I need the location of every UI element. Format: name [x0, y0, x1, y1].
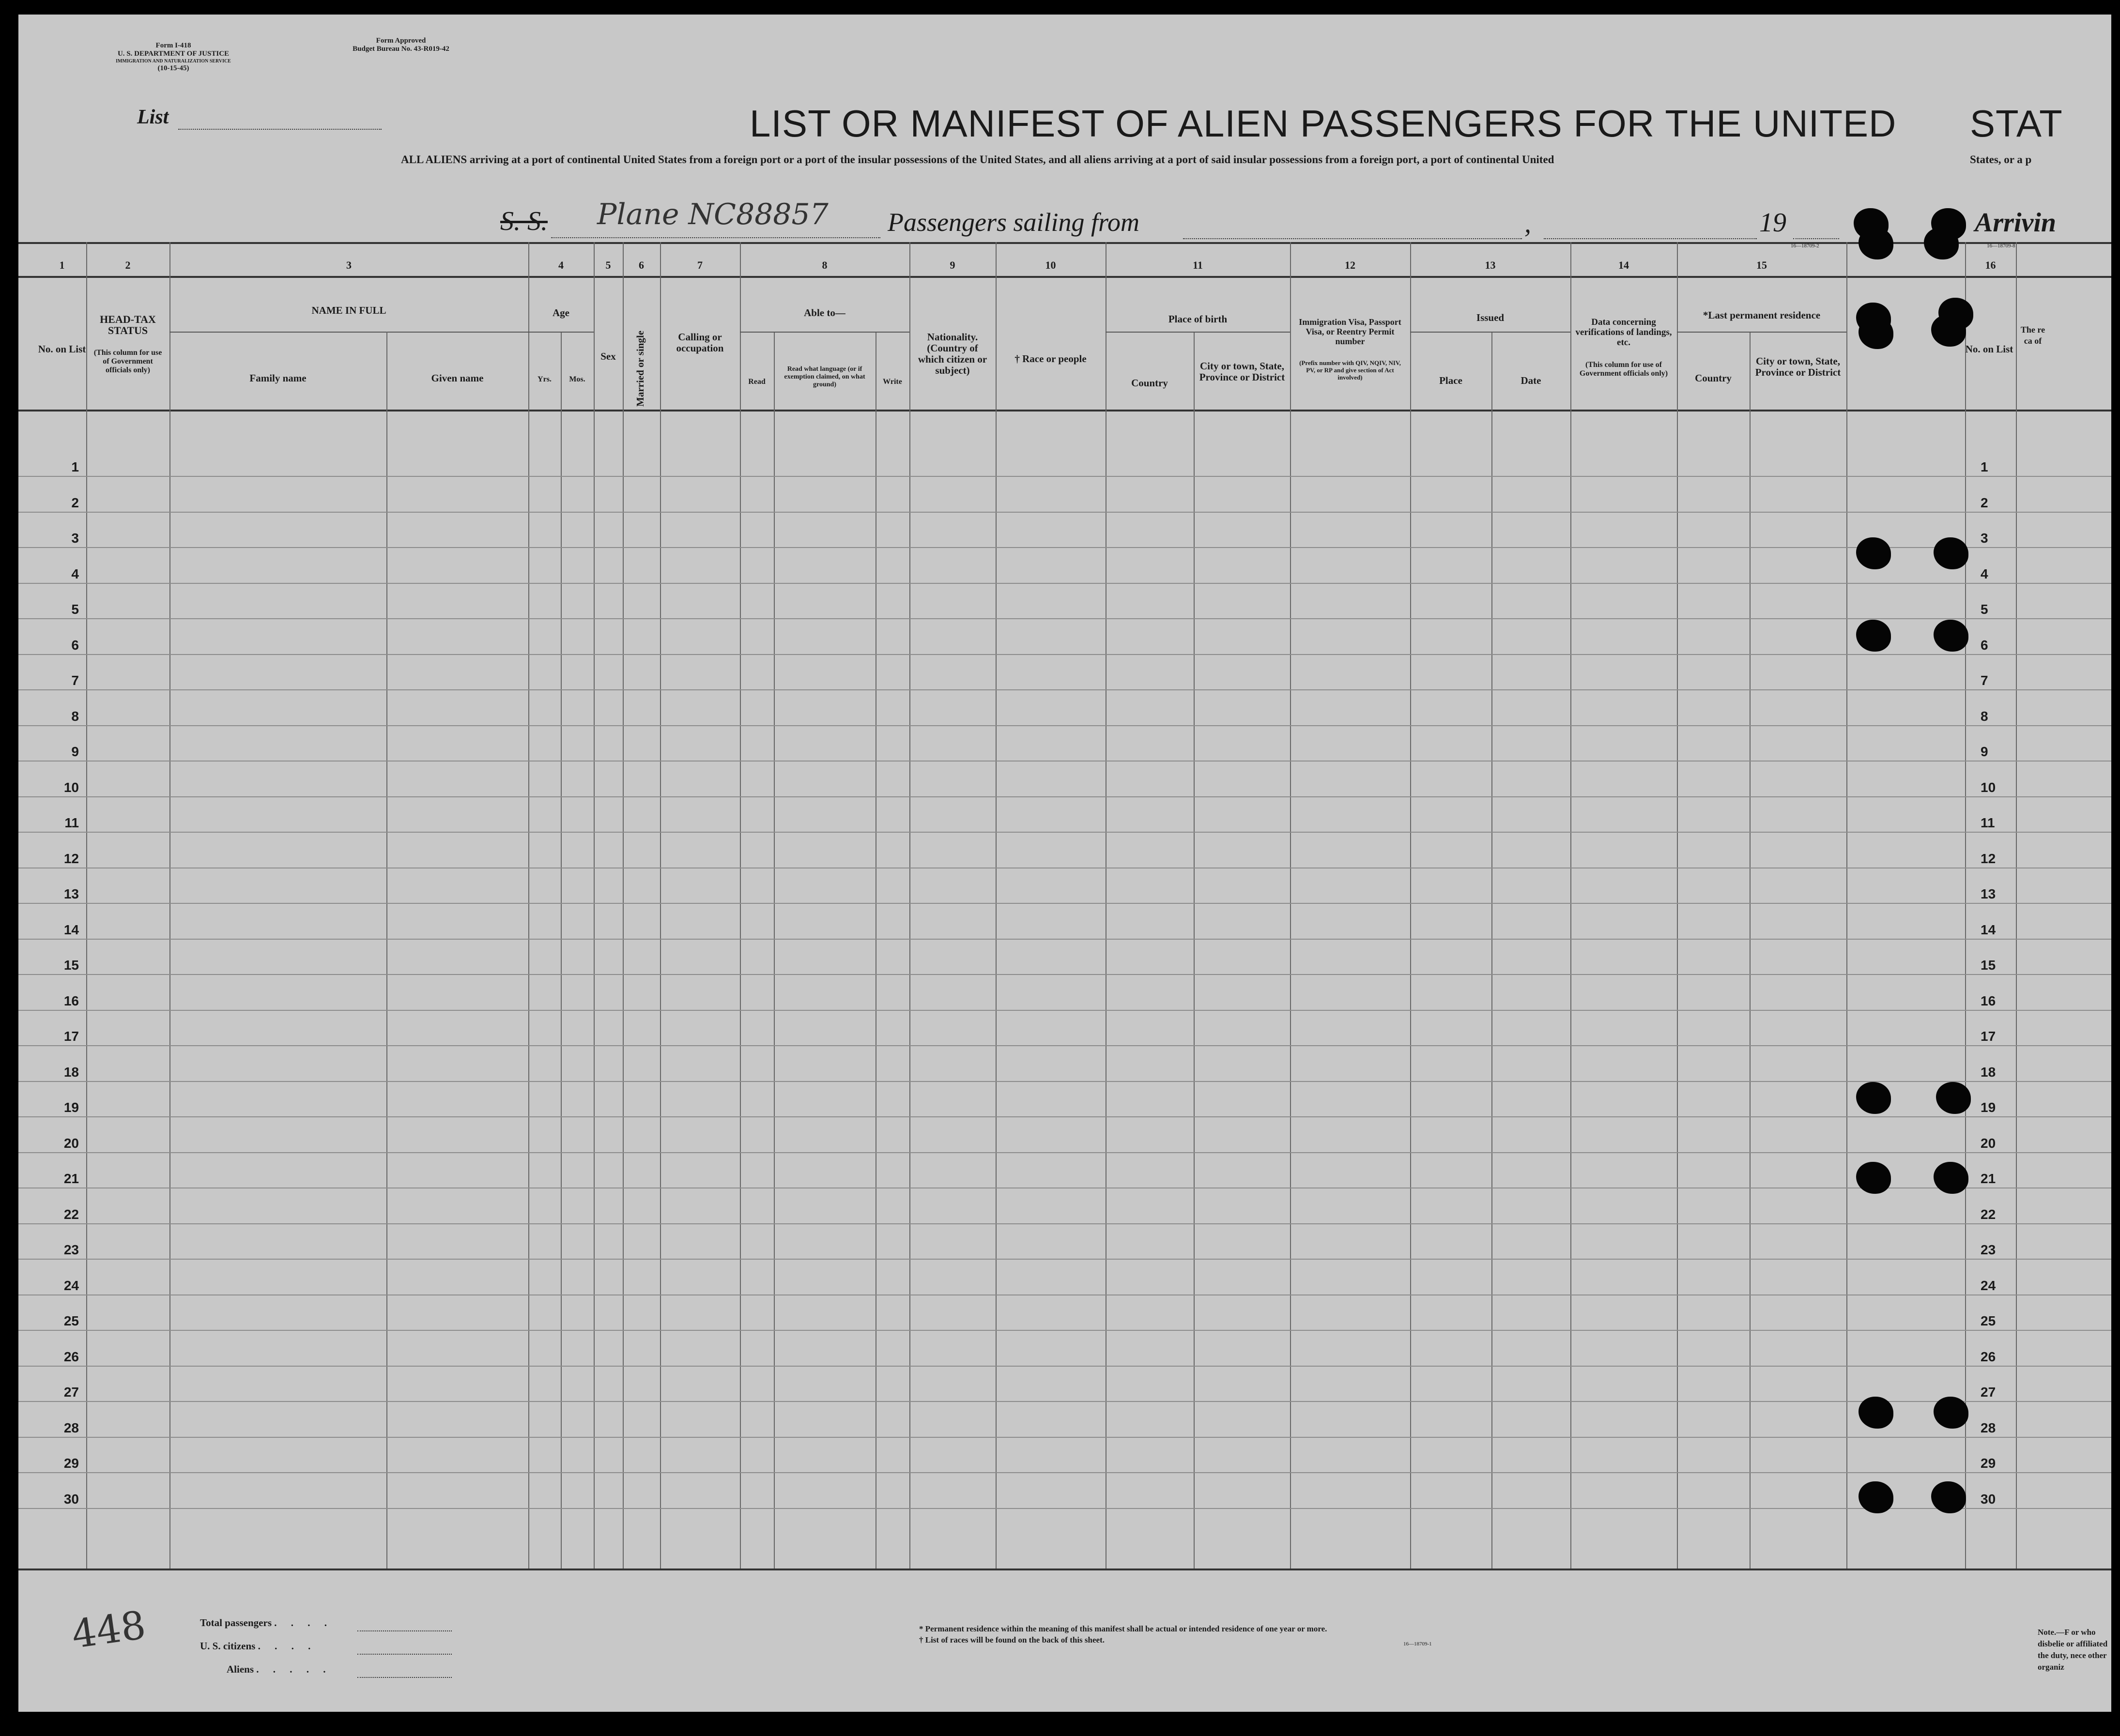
table-row[interactable]	[18, 1116, 2111, 1117]
punch-hole	[1936, 1082, 1971, 1114]
punch-hole	[1931, 1481, 1966, 1513]
table-row[interactable]	[18, 1045, 2111, 1046]
row-number: 2	[71, 495, 79, 510]
table-row[interactable]	[18, 1010, 2111, 1011]
table-row[interactable]	[18, 583, 2111, 584]
table-row[interactable]	[18, 903, 2111, 904]
table-row[interactable]	[18, 1081, 2111, 1082]
col-line	[1410, 242, 1411, 1568]
footnote-races: † List of races will be found on the back of this sheet.	[919, 1635, 1105, 1645]
budget-number: Budget Bureau No. 43-R019-42	[353, 45, 449, 53]
residence-subrule	[1677, 332, 1846, 333]
aliens-blank[interactable]	[357, 1677, 452, 1678]
header-write: Write	[883, 378, 902, 386]
row-number-right: 3	[1981, 531, 1988, 546]
col-line	[996, 242, 997, 1568]
date-blank[interactable]	[1544, 238, 1757, 239]
row-number: 20	[63, 1135, 79, 1151]
row-number: 29	[63, 1456, 79, 1471]
punch-hole	[1934, 537, 1968, 569]
row-number-right: 6	[1981, 637, 1988, 653]
row-number-right: 25	[1981, 1313, 1996, 1328]
row-number-right: 15	[1981, 958, 1996, 973]
header-read: Read	[748, 378, 766, 386]
table-row[interactable]	[18, 1472, 2111, 1473]
age-subrule	[528, 332, 594, 333]
header-calling: Calling or occupation	[676, 331, 724, 354]
form-id-block	[96, 42, 251, 73]
table-row[interactable]	[18, 796, 2111, 797]
row-number-right: 27	[1981, 1385, 1996, 1400]
footer-form-code: 16—18709-1	[1403, 1641, 1432, 1647]
colnum-10: 10	[1045, 259, 1056, 271]
header-age: Age	[553, 307, 569, 319]
header-issued: Issued	[1476, 312, 1505, 323]
colnum-12: 12	[1345, 259, 1355, 271]
able-subrule	[740, 332, 909, 333]
table-row[interactable]	[18, 1330, 2111, 1331]
colnum-1: 1	[59, 259, 65, 271]
col-line	[86, 242, 87, 1568]
punch-hole	[1934, 1162, 1968, 1194]
grid-bottom-rule	[18, 1568, 2111, 1570]
table-row[interactable]	[18, 512, 2111, 513]
punch-hole	[1934, 1397, 1968, 1429]
row-number-right: 9	[1981, 744, 1988, 759]
row-number: 6	[71, 637, 79, 653]
header-race: † Race or people	[1014, 353, 1087, 365]
row-number: 16	[63, 993, 79, 1008]
row-number: 12	[63, 851, 79, 866]
header-issued-place: Place	[1439, 375, 1462, 386]
punch-hole	[1856, 1162, 1891, 1194]
vessel-underline	[551, 237, 880, 238]
table-row[interactable]	[18, 476, 2111, 477]
year-blank[interactable]	[1793, 238, 1839, 239]
table-row[interactable]	[18, 832, 2111, 833]
row-number: 21	[63, 1171, 79, 1186]
form-code-right: 16—18709-2	[1791, 243, 1819, 249]
row-number: 5	[71, 602, 79, 617]
punch-hole	[1934, 620, 1968, 652]
header-no-on-list: No. on List	[38, 343, 86, 355]
table-row[interactable]	[18, 939, 2111, 940]
service: IMMIGRATION AND NATURALIZATION SERVICE	[116, 59, 231, 64]
row-number: 25	[63, 1313, 79, 1328]
form-code-right-2: 16—18709-8	[1987, 243, 2015, 249]
row-number: 23	[63, 1242, 79, 1257]
punch-hole	[1859, 1481, 1893, 1513]
colnum-16: 16	[1985, 259, 1996, 271]
colnum-11: 11	[1193, 259, 1203, 271]
colnum-3: 3	[346, 259, 352, 271]
row-number: 10	[63, 779, 79, 795]
row-number-right: 17	[1981, 1029, 1996, 1044]
row-number-right: 18	[1981, 1064, 1996, 1080]
row-number-right: 12	[1981, 851, 1996, 866]
note-right: Note.—F or who disbelie or affiliated the duty, nece other organiz	[2038, 1628, 2108, 1672]
total-passengers-blank[interactable]	[357, 1630, 452, 1631]
col-line	[1570, 242, 1571, 1568]
col-line	[528, 242, 529, 1568]
us-citizens-label	[200, 1640, 316, 1652]
row-number-right: 14	[1981, 922, 1996, 937]
table-row[interactable]	[18, 725, 2111, 726]
table-row[interactable]	[18, 618, 2111, 619]
header-head-tax-note: (This column for use of Government officials only)	[93, 349, 162, 374]
row-number: 24	[63, 1278, 79, 1293]
total-passengers-label	[200, 1617, 333, 1629]
colnum-9: 9	[950, 259, 955, 271]
header-birth-city: City or town, State, Province or District	[1199, 360, 1285, 383]
subtitle: ALL ALIENS arriving at a port of continental United States from a foreign port or a port of the insular possessions of the United States, and all aliens arriving at a port of said insular possessions from a foreign port, a port of continental United	[401, 153, 1554, 166]
row-number-right: 26	[1981, 1349, 1996, 1364]
col-line	[774, 332, 775, 1568]
row-number: 17	[63, 1029, 79, 1044]
leader-dots: . . . . .	[256, 1663, 332, 1675]
header-able-to: Able to—	[804, 307, 845, 319]
punch-hole	[1859, 1397, 1893, 1429]
colnum-5: 5	[605, 259, 611, 271]
table-row[interactable]	[18, 1508, 2111, 1509]
row-number: 27	[63, 1385, 79, 1400]
header-yrs: Yrs.	[538, 375, 552, 383]
row-number-right: 7	[1981, 673, 1988, 688]
col-line	[1194, 332, 1195, 1568]
col-line	[1965, 242, 1966, 1568]
sailing-from-label: Passengers sailing from	[888, 208, 1140, 237]
birth-subrule	[1106, 332, 1290, 333]
handwritten-sheet-number: 448	[69, 1602, 149, 1658]
header-residence-country: Country	[1695, 372, 1732, 384]
row-number-right: 2	[1981, 495, 1988, 510]
header-visa: Immigration Visa, Passport Visa, or Reentry Permit number	[1299, 317, 1401, 346]
row-number-right: 23	[1981, 1242, 1996, 1257]
row-number-right: 20	[1981, 1135, 1996, 1151]
header-place-of-birth: Place of birth	[1168, 313, 1228, 325]
form-id: Form I-418	[155, 42, 191, 49]
name-subrule	[169, 332, 528, 333]
header-issued-date: Date	[1521, 375, 1541, 386]
col-line	[1491, 332, 1492, 1568]
header-data-note: (This column for use of Government officials only)	[1579, 361, 1668, 378]
table-row[interactable]	[18, 974, 2111, 975]
row-number-right: 28	[1981, 1420, 1996, 1435]
aliens-text: Aliens	[227, 1663, 254, 1675]
row-number: 3	[71, 531, 79, 546]
colnum-6: 6	[639, 259, 644, 271]
row-number-right: 13	[1981, 886, 1996, 901]
col-line	[740, 242, 741, 1568]
header-residence-city: City or town, State, Province or District	[1755, 355, 1841, 378]
name-divider	[386, 332, 387, 1568]
header-given-name: Given name	[431, 372, 484, 384]
us-citizens-text: U. S. citizens	[200, 1640, 256, 1652]
punch-hole	[1931, 315, 1966, 347]
header-visa-note: (Prefix number with QIV, NQIV, NIV, PV, or RP and give section of Act involved)	[1299, 359, 1401, 381]
row-number-right: 16	[1981, 993, 1996, 1008]
header-mos: Mos.	[569, 375, 585, 383]
row-number: 11	[64, 815, 79, 830]
grid-top-rule	[18, 242, 2111, 244]
row-number-right: 24	[1981, 1278, 1996, 1293]
form-approved: Form Approved	[376, 37, 426, 45]
row-number: 8	[71, 708, 79, 724]
row-number-right: 29	[1981, 1456, 1996, 1471]
comma: ,	[1524, 209, 1531, 239]
punch-hole	[1859, 317, 1893, 349]
table-row[interactable]	[18, 1223, 2111, 1224]
department: U. S. DEPARTMENT OF JUSTICE	[117, 50, 230, 58]
header-read-language: Read what language (or if exemption claimed, on what ground)	[784, 365, 865, 388]
table-row[interactable]	[18, 1401, 2111, 1402]
col-line	[594, 242, 595, 1568]
sailing-from-blank[interactable]	[1183, 238, 1522, 239]
table-row[interactable]	[18, 689, 2111, 690]
footnote-residence: * Permanent residence within the meaning of this manifest shall be actual or intended residence of one year or more.	[919, 1624, 1327, 1633]
row-number-right: 1	[1981, 459, 1988, 474]
table-row[interactable]	[18, 1259, 2111, 1260]
total-passengers-text: Total passengers	[200, 1617, 272, 1629]
ss-label: S. S.	[500, 206, 548, 236]
colnum-4: 4	[558, 259, 564, 271]
col-line	[909, 242, 910, 1568]
row-number: 7	[71, 673, 79, 688]
table-row[interactable]	[18, 654, 2111, 655]
row-number-right: 22	[1981, 1206, 1996, 1222]
table-row[interactable]	[18, 547, 2111, 548]
col-line	[660, 242, 661, 1568]
header-sex: Sex	[600, 350, 616, 362]
punch-hole	[1856, 537, 1891, 569]
grid-colnum-rule	[18, 276, 2111, 278]
header-cut-right: The re ca of	[2020, 325, 2045, 346]
row-number: 28	[63, 1420, 79, 1435]
row-number: 18	[63, 1064, 79, 1080]
aliens-label	[227, 1663, 332, 1675]
row-number-right: 4	[1981, 566, 1988, 581]
arriving-label: Arrivin	[1975, 208, 2057, 238]
vessel-name-handwritten[interactable]: Plane NC88857	[597, 198, 829, 231]
subtitle-continued: States, or a p	[1970, 153, 2032, 166]
header-head-tax: HEAD-TAX STATUS	[100, 313, 156, 336]
row-number-right: 30	[1981, 1491, 1996, 1507]
page-title: LIST OR MANIFEST OF ALIEN PASSENGERS FOR THE UNITED	[750, 102, 1897, 145]
header-no-on-list-right: No. on List	[1965, 343, 2013, 355]
header-family-name: Family name	[249, 372, 307, 384]
approval-block	[323, 37, 478, 53]
row-number: 22	[63, 1206, 79, 1222]
row-number-right: 10	[1981, 779, 1996, 795]
grid-header-bottom-rule	[18, 410, 2111, 411]
table-row[interactable]	[18, 1366, 2111, 1367]
row-number-right: 21	[1981, 1171, 1996, 1186]
col-line	[1677, 242, 1678, 1568]
colnum-7: 7	[697, 259, 703, 271]
col-line	[2016, 242, 2017, 1568]
year-prefix: 19	[1759, 208, 1786, 238]
table-row[interactable]	[18, 1152, 2111, 1153]
edition: (10-15-45)	[157, 64, 189, 72]
row-number: 14	[63, 922, 79, 937]
row-number-right: 5	[1981, 602, 1988, 617]
header-data-concerning: Data concerning verifications of landings, etc.	[1575, 317, 1672, 348]
row-number: 9	[71, 744, 79, 759]
row-number: 19	[63, 1100, 79, 1115]
page-title-continued: STAT	[1970, 102, 2063, 145]
issued-subrule	[1410, 332, 1570, 333]
table-row[interactable]	[18, 1437, 2111, 1438]
colnum-2: 2	[125, 259, 131, 271]
row-number: 26	[63, 1349, 79, 1364]
header-married: Married or single	[634, 330, 646, 407]
colnum-14: 14	[1618, 259, 1629, 271]
row-number: 30	[63, 1491, 79, 1507]
col-line	[169, 242, 170, 1568]
punch-hole	[1924, 228, 1959, 259]
list-blank[interactable]	[178, 129, 382, 130]
row-number: 1	[71, 459, 79, 474]
colnum-15: 15	[1756, 259, 1767, 271]
col-line	[1750, 332, 1751, 1568]
row-number: 4	[71, 566, 79, 581]
us-citizens-blank[interactable]	[357, 1654, 452, 1655]
row-number-right: 19	[1981, 1100, 1996, 1115]
row-number: 13	[63, 886, 79, 901]
colnum-13: 13	[1485, 259, 1496, 271]
col-line	[623, 242, 624, 1568]
colnum-8: 8	[822, 259, 828, 271]
leader-dots: . . . .	[274, 1617, 333, 1629]
header-birth-country: Country	[1131, 377, 1168, 389]
row-number: 15	[63, 958, 79, 973]
list-label: List	[137, 106, 169, 128]
col-line	[561, 332, 562, 1568]
col-line	[1846, 242, 1847, 1568]
punch-hole	[1856, 620, 1891, 652]
header-nationality: Nationality. (Country of which citizen or subject)	[918, 331, 987, 376]
manifest-sheet	[18, 15, 2111, 1712]
leader-dots: . . . .	[258, 1640, 317, 1652]
header-name-in-full: NAME IN FULL	[311, 305, 386, 316]
punch-hole	[1859, 228, 1893, 259]
header-last-residence: *Last permanent residence	[1703, 309, 1821, 321]
table-row[interactable]	[18, 1294, 2111, 1295]
row-number-right: 8	[1981, 708, 1988, 724]
punch-hole	[1856, 1082, 1891, 1114]
col-line	[1290, 242, 1291, 1568]
row-number-right: 11	[1981, 815, 1995, 830]
